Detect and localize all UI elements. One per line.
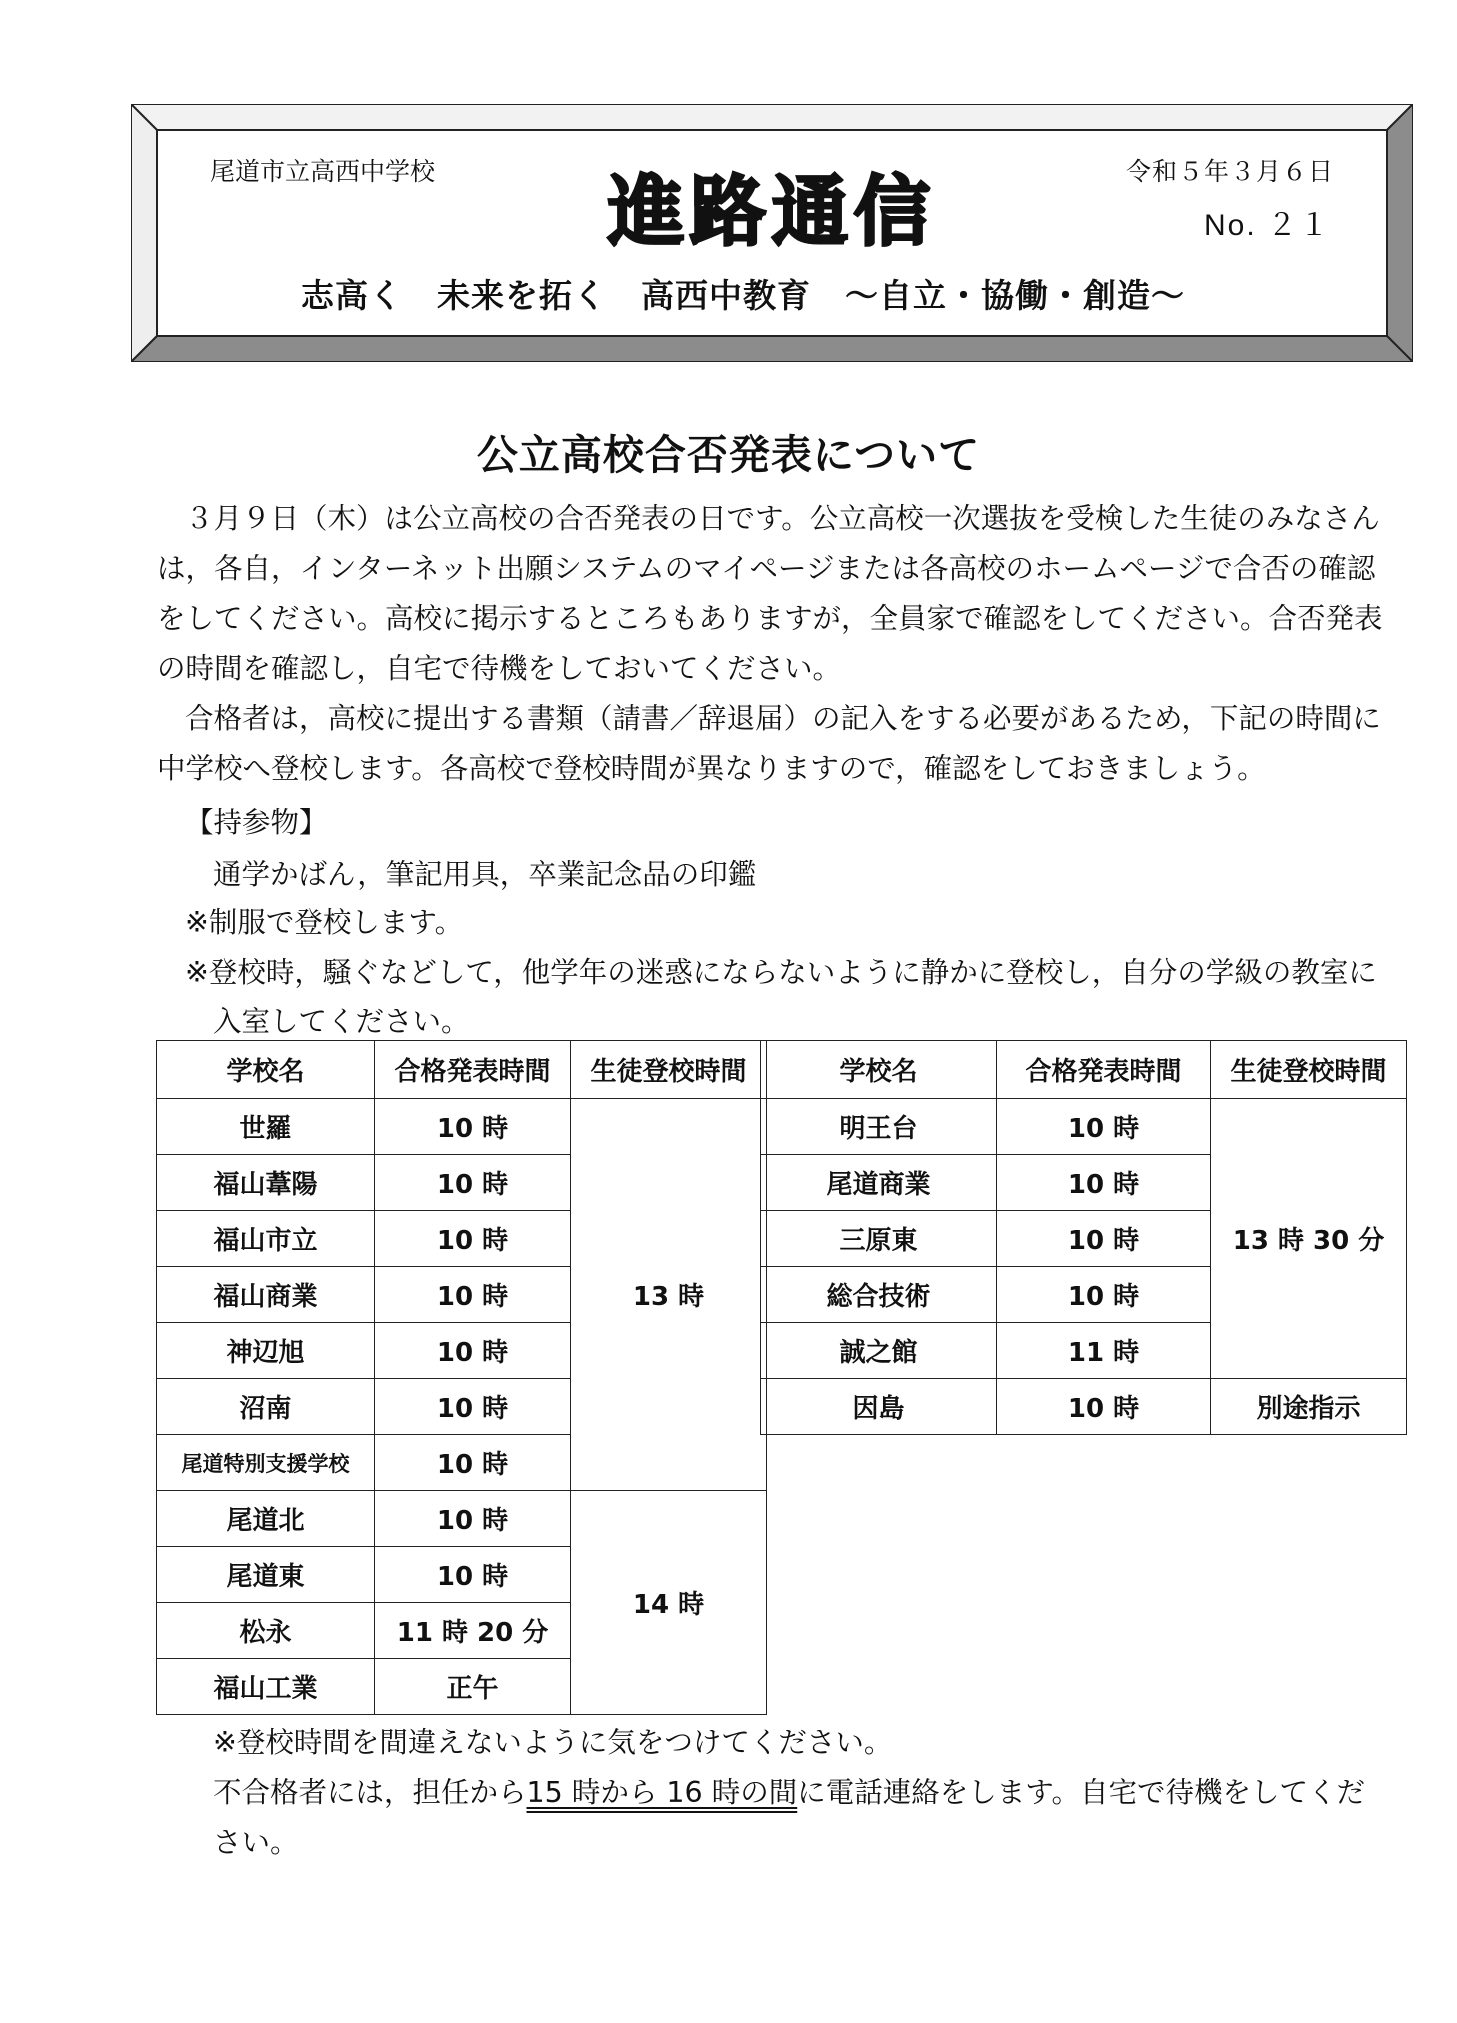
arrive-cell: 13 時 — [571, 1099, 767, 1491]
table-row — [157, 1491, 767, 1547]
announce-cell: 10 時 — [375, 1323, 571, 1379]
table-row — [761, 1099, 1407, 1155]
announce-cell: 10 時 — [375, 1267, 571, 1323]
note-uniform: ※制服で登校します。 — [185, 906, 464, 939]
announce-cell: 10 時 — [997, 1155, 1211, 1211]
belongings-label: 【持参物】 — [185, 806, 328, 839]
announce-cell: 10 時 — [997, 1211, 1211, 1267]
announce-cell: 10 時 — [375, 1491, 571, 1547]
school-cell: 尾道北 — [157, 1491, 375, 1547]
announce-cell: 10 時 — [375, 1379, 571, 1435]
schedule-table-right — [760, 1040, 1407, 1435]
paragraph-announcement — [157, 494, 1407, 694]
announce-cell: 10 時 — [375, 1211, 571, 1267]
paragraph-line: 中学校へ登校します。各高校で登校時間が異なりますので，確認をしておきましょう。 — [157, 752, 1266, 785]
col-header-arrive: 生徒登校時間 — [571, 1041, 767, 1099]
table-header-row — [761, 1041, 1407, 1099]
announce-cell: 10 時 — [375, 1547, 571, 1603]
paragraph-passers — [157, 694, 1407, 794]
col-header-arrive: 生徒登校時間 — [1211, 1041, 1407, 1099]
table-row — [761, 1379, 1407, 1435]
announce-cell: 10 時 — [997, 1099, 1211, 1155]
school-cell: 神辺旭 — [157, 1323, 375, 1379]
paragraph-line: 合格者は，高校に提出する書類（請書／辞退届）の記入をする必要があるため，下記の時間に — [185, 702, 1381, 735]
arrive-cell: 14 時 — [571, 1491, 767, 1715]
col-header-announce: 合格発表時間 — [997, 1041, 1211, 1099]
announce-cell: 10 時 — [375, 1155, 571, 1211]
paragraph-line: は，各自，インターネット出願システムのマイページまたは各高校のホームページで合否の確認 — [157, 552, 1376, 585]
note-failed-text-cont: に電話連絡をします。自宅で待機をしてくだ — [797, 1776, 1365, 1809]
note-failed-applicants-cont: さい。 — [213, 1826, 299, 1859]
article-heading: 公立高校合否発表について — [476, 431, 981, 479]
school-cell: 総合技術 — [761, 1267, 997, 1323]
table-header-row — [157, 1041, 767, 1099]
arrive-cell: 別途指示 — [1211, 1379, 1407, 1435]
school-cell: 世羅 — [157, 1099, 375, 1155]
school-cell: 福山工業 — [157, 1659, 375, 1715]
school-cell: 明王台 — [761, 1099, 997, 1155]
schedule-table-left — [156, 1040, 767, 1715]
paragraph-line: の時間を確認し，自宅で待機をしておいてください。 — [157, 652, 842, 685]
belongings-list: 通学かばん，筆記用具，卒業記念品の印鑑 — [213, 858, 757, 891]
school-cell: 松永 — [157, 1603, 375, 1659]
call-time-window: 15 時から 16 時の間 — [526, 1776, 798, 1809]
school-name: 尾道市立高西中学校 — [210, 157, 436, 186]
school-cell: 三原東 — [761, 1211, 997, 1267]
announce-cell: 11 時 — [997, 1323, 1211, 1379]
note-failed-applicants — [213, 1770, 1365, 1811]
announce-cell: 11 時 20 分 — [375, 1603, 571, 1659]
col-header-announce: 合格発表時間 — [375, 1041, 571, 1099]
school-cell: 因島 — [761, 1379, 997, 1435]
announce-cell: 10 時 — [997, 1379, 1211, 1435]
school-cell: 尾道特別支援学校 — [157, 1435, 375, 1491]
col-header-school: 学校名 — [157, 1041, 375, 1099]
announce-cell: 10 時 — [375, 1099, 571, 1155]
newsletter-banner — [131, 104, 1413, 362]
paragraph-line: ３月９日（木）は公立高校の合否発表の日です。公立高校一次選抜を受検した生徒のみなさん — [185, 502, 1380, 535]
col-header-school: 学校名 — [761, 1041, 997, 1099]
announce-cell: 10 時 — [997, 1267, 1211, 1323]
issue-date: 令和５年３月６日 — [1125, 157, 1334, 186]
school-cell: 誠之館 — [761, 1323, 997, 1379]
school-cell: 沼南 — [157, 1379, 375, 1435]
newsletter-title: 進路通信 — [608, 167, 936, 256]
school-cell: 福山商業 — [157, 1267, 375, 1323]
announce-cell: 10 時 — [375, 1435, 571, 1491]
table-row — [157, 1099, 767, 1155]
school-motto: 志高く 未来を拓く 高西中教育 ～自立・協働・創造～ — [301, 276, 1185, 315]
issue-number: No. ２１ — [1203, 209, 1331, 242]
paragraph-line: をしてください。高校に掲示するところもありますが，全員家で確認をしてください。合否発表 — [157, 602, 1383, 635]
school-cell: 尾道東 — [157, 1547, 375, 1603]
school-cell: 福山葦陽 — [157, 1155, 375, 1211]
announce-cell: 正午 — [375, 1659, 571, 1715]
arrive-cell: 13 時 30 分 — [1211, 1099, 1407, 1379]
school-cell: 福山市立 — [157, 1211, 375, 1267]
note-quiet-cont: 入室してください。 — [213, 1005, 470, 1038]
note-failed-text: 不合格者には，担任から — [213, 1776, 527, 1809]
school-cell: 尾道商業 — [761, 1155, 997, 1211]
note-arrival-time: ※登校時間を間違えないように気をつけてください。 — [213, 1726, 893, 1759]
note-quiet: ※登校時，騒ぐなどして，他学年の迷惑にならないように静かに登校し，自分の学級の教室に — [185, 956, 1377, 989]
